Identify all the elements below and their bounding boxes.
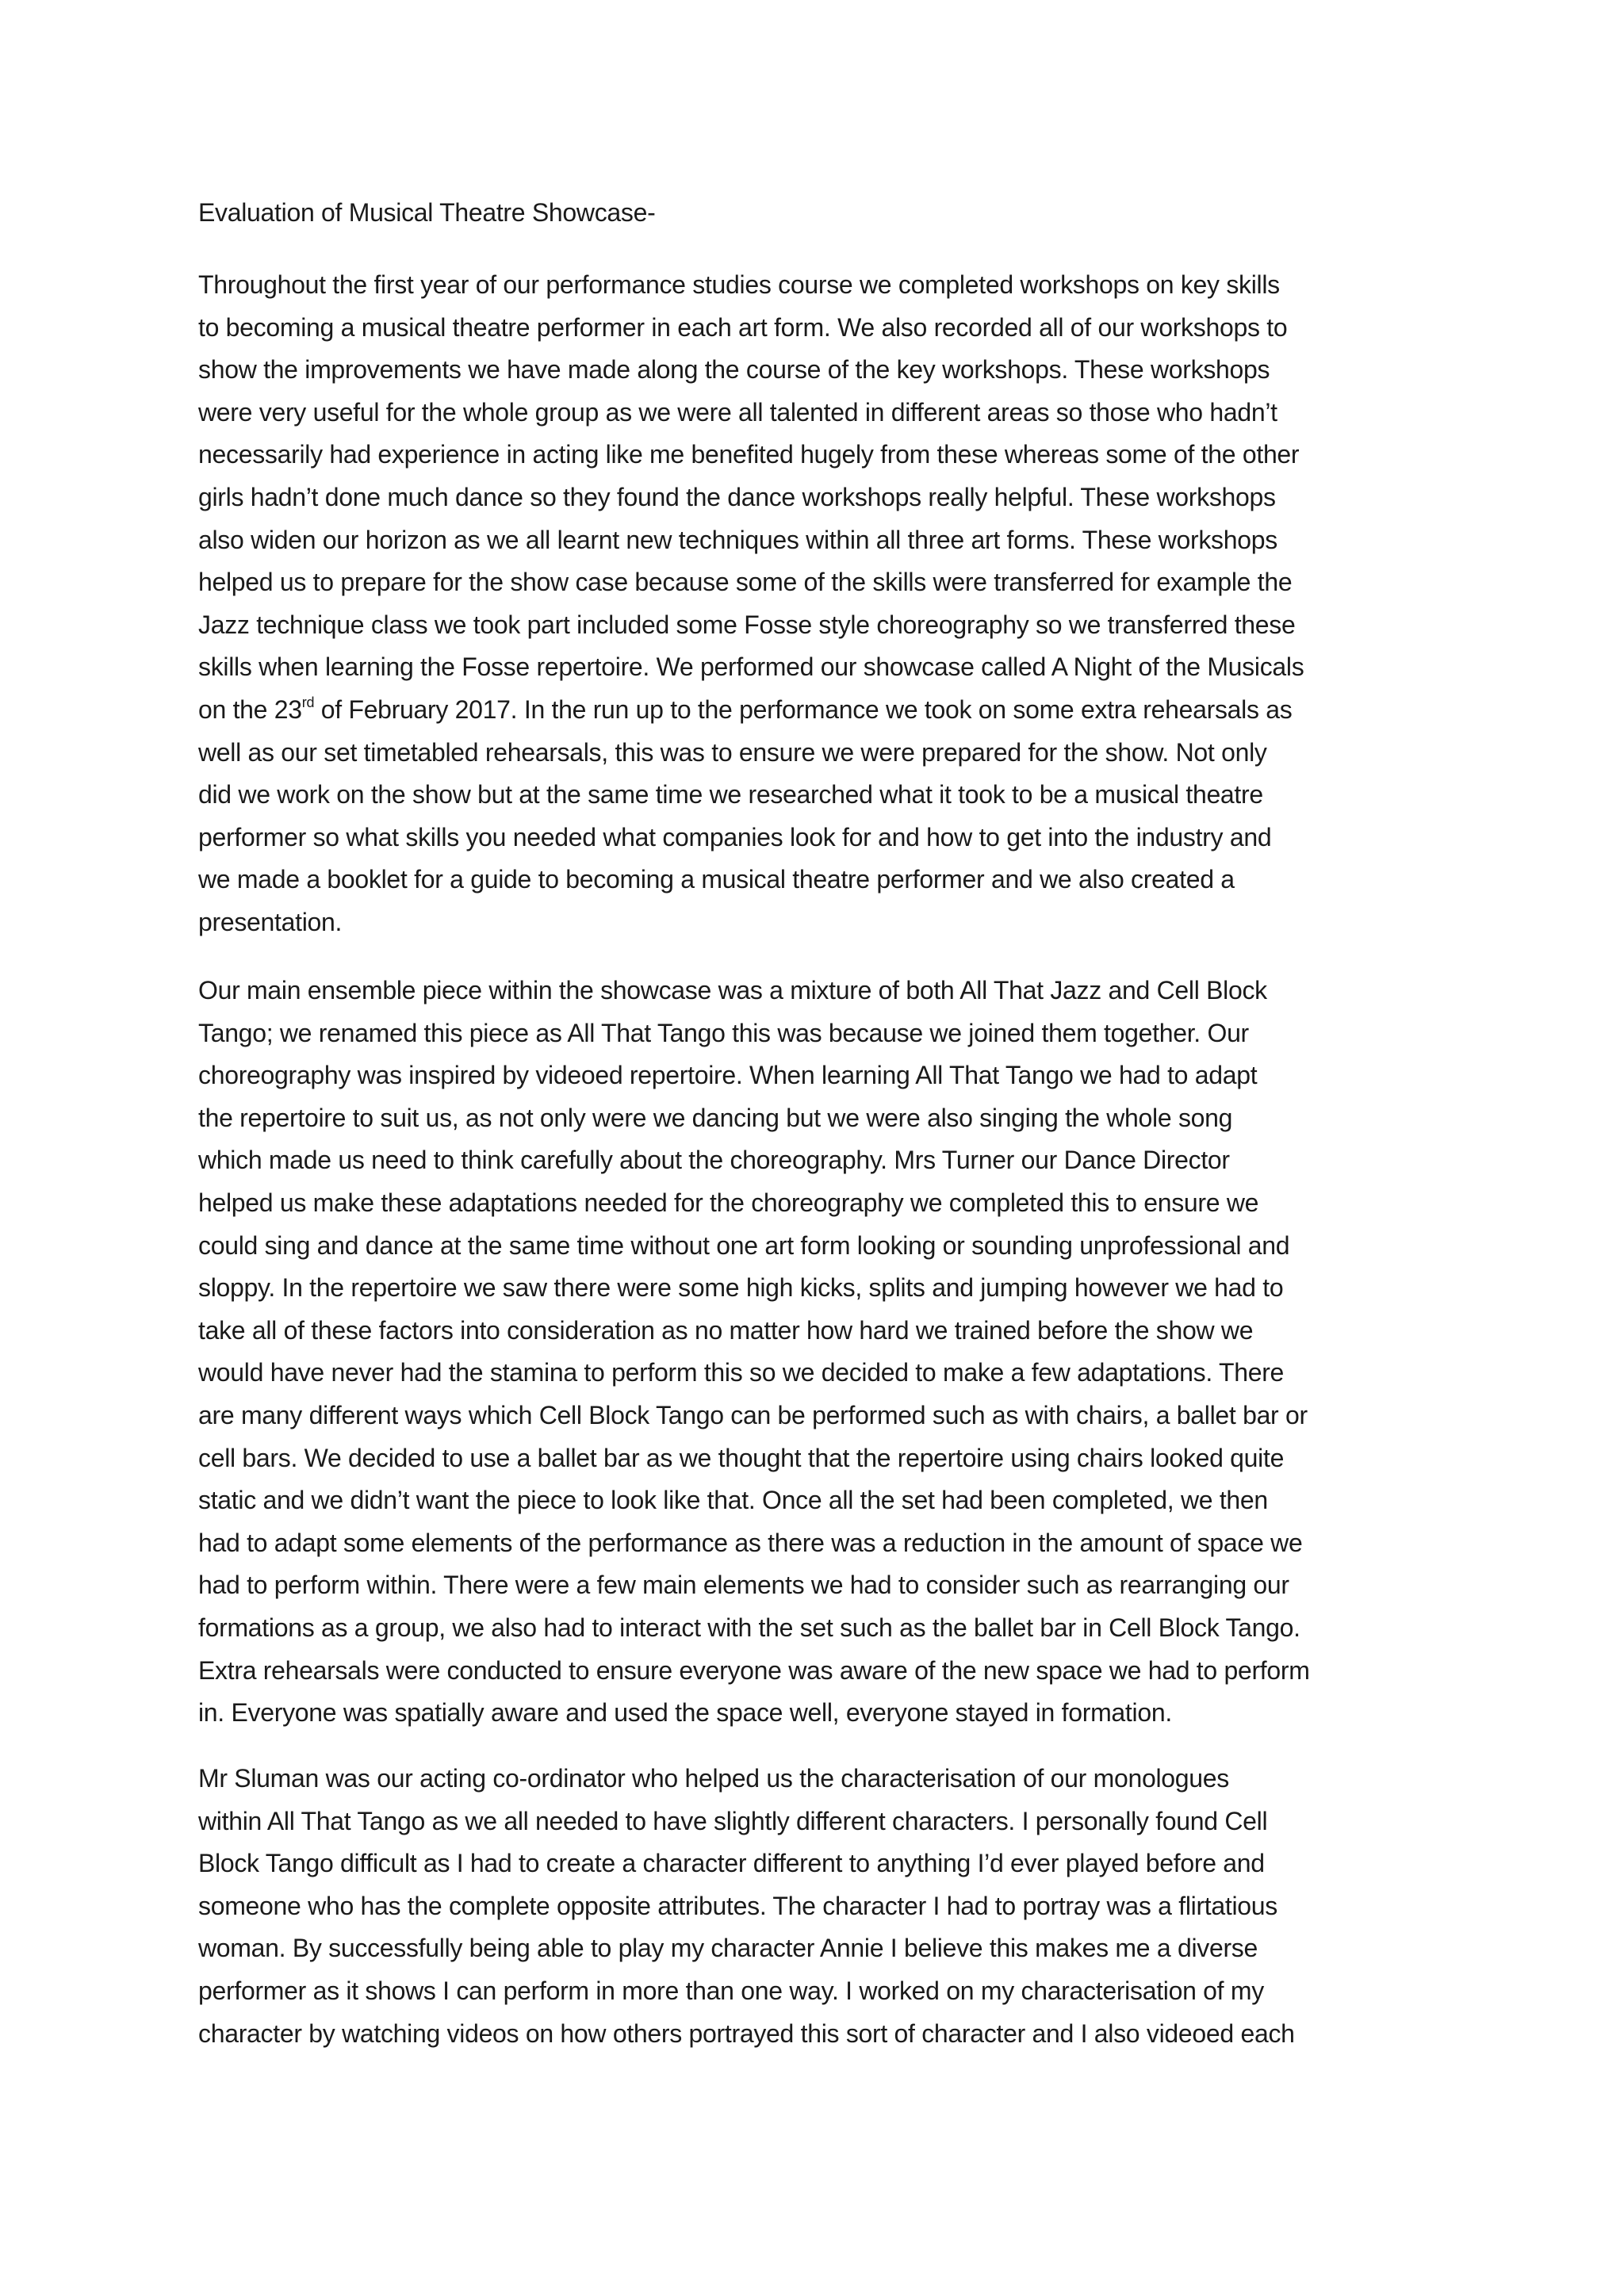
text-line: had to perform within. There were a few main elements we had to consider such as rearranging our: [198, 1571, 1289, 1600]
text-line: were very useful for the whole group as we were all talented in different areas so those who hadn’t: [198, 397, 1277, 427]
text-line: within All That Tango as we all needed to have slightly different characters. I personally found Cell: [198, 1806, 1268, 1835]
date-ordinal-superscript: rd: [301, 695, 315, 711]
text-line: performer so what skills you needed what companies look for and how to get into the industry and: [198, 822, 1272, 851]
text-line: take all of these factors into consideration as no matter how hard we trained before the show we: [198, 1315, 1254, 1345]
date-text-after: of February 2017. In the run up to the performance we took on some extra rehearsals as: [314, 695, 1293, 724]
text-line-date: [198, 689, 1451, 732]
text-line: skills when learning the Fosse repertoire. We performed our showcase called A Night of the Musicals: [198, 652, 1304, 682]
text-line: Block Tango difficult as I had to create a character different to anything I’d ever played before and: [198, 1849, 1265, 1878]
text-line: the repertoire to suit us, as not only were we dancing but we were also singing the whole song: [198, 1103, 1233, 1132]
text-line: could sing and dance at the same time without one art form looking or sounding unprofessional and: [198, 1230, 1290, 1260]
text-line: static and we didn’t want the piece to look like that. Once all the set had been completed, we then: [198, 1486, 1268, 1515]
document-title: Evaluation of Musical Theatre Showcase-: [198, 198, 656, 227]
text-line: Our main ensemble piece within the showcase was a mixture of both All That Jazz and Cell Block: [198, 976, 1267, 1004]
text-line: choreography was inspired by videoed repertoire. When learning All That Tango we had to adapt: [198, 1061, 1258, 1090]
text-line: performer as it shows I can perform in more than one way. I worked on my characterisation of my: [198, 1976, 1264, 2005]
text-line: sloppy. In the repertoire we saw there were some high kicks, splits and jumping however we had to: [198, 1273, 1284, 1303]
text-line: which made us need to think carefully about the choreography. Mrs Turner our Dance Director: [198, 1146, 1230, 1175]
text-line: girls hadn’t done much dance so they found the dance workshops really helpful. These workshops: [198, 482, 1276, 511]
text-line: presentation.: [198, 907, 343, 936]
text-line: Jazz technique class we took part included some Fosse style choreography so we transferred these: [198, 610, 1296, 639]
text-line: would have never had the stamina to perform this so we decided to make a few adaptations. There: [198, 1358, 1285, 1387]
text-line: cell bars. We decided to use a ballet bar as we thought that the repertoire using chairs looked quite: [198, 1443, 1285, 1472]
text-line: formations as a group, we also had to interact with the set such as the ballet bar in Cell Block Tango.: [198, 1613, 1300, 1642]
paragraph-workshops: [198, 264, 1451, 944]
text-line: also widen our horizon as we all learnt new techniques within all three art forms. These workshops: [198, 525, 1277, 554]
text-line: show the improvements we have made along the course of the key workshops. These workshops: [198, 355, 1270, 385]
text-line: helped us make these adaptations needed for the choreography we completed this to ensure we: [198, 1188, 1259, 1217]
text-line: to becoming a musical theatre performer in each art form. We also recorded all of our workshops to: [198, 312, 1288, 342]
text-line: Mr Sluman was our acting co-ordinator who helped us the characterisation of our monologues: [198, 1764, 1229, 1793]
text-line: someone who has the complete opposite attributes. The character I had to portray was a flirtatious: [198, 1891, 1277, 1920]
text-line: well as our set timetabled rehearsals, this was to ensure we were prepared for the show. Not only: [198, 737, 1267, 767]
paragraph-characterisation: [198, 1758, 1451, 2055]
text-line: did we work on the show but at the same time we researched what it took to be a musical theatre: [198, 780, 1263, 809]
date-text-before: on the 23: [198, 695, 302, 724]
text-line: Extra rehearsals were conducted to ensure everyone was aware of the new space we had to perform: [198, 1655, 1310, 1685]
paragraph-ensemble-piece: [198, 970, 1451, 1735]
text-line: are many different ways which Cell Block Tango can be performed such as with chairs, a ballet bar or: [198, 1400, 1308, 1429]
text-line: we made a booklet for a guide to becoming a musical theatre performer and we also created a: [198, 865, 1235, 894]
text-line: Throughout the first year of our performance studies course we completed workshops on key skills: [198, 270, 1280, 299]
text-line: had to adapt some elements of the performance as there was a reduction in the amount of space we: [198, 1528, 1303, 1557]
text-line: woman. By successfully being able to play my character Annie I believe this makes me a diverse: [198, 1934, 1258, 1963]
text-line: character by watching videos on how others portrayed this sort of character and I also videoed each: [198, 2019, 1295, 2048]
text-line: necessarily had experience in acting like me benefited hugely from these whereas some of the other: [198, 440, 1300, 469]
text-line: in. Everyone was spatially aware and used the space well, everyone stayed in formation.: [198, 1698, 1172, 1728]
text-line: helped us to prepare for the show case because some of the skills were transferred for example the: [198, 568, 1293, 597]
text-line: Tango; we renamed this piece as All That Tango this was because we joined them together. Our: [198, 1018, 1249, 1047]
